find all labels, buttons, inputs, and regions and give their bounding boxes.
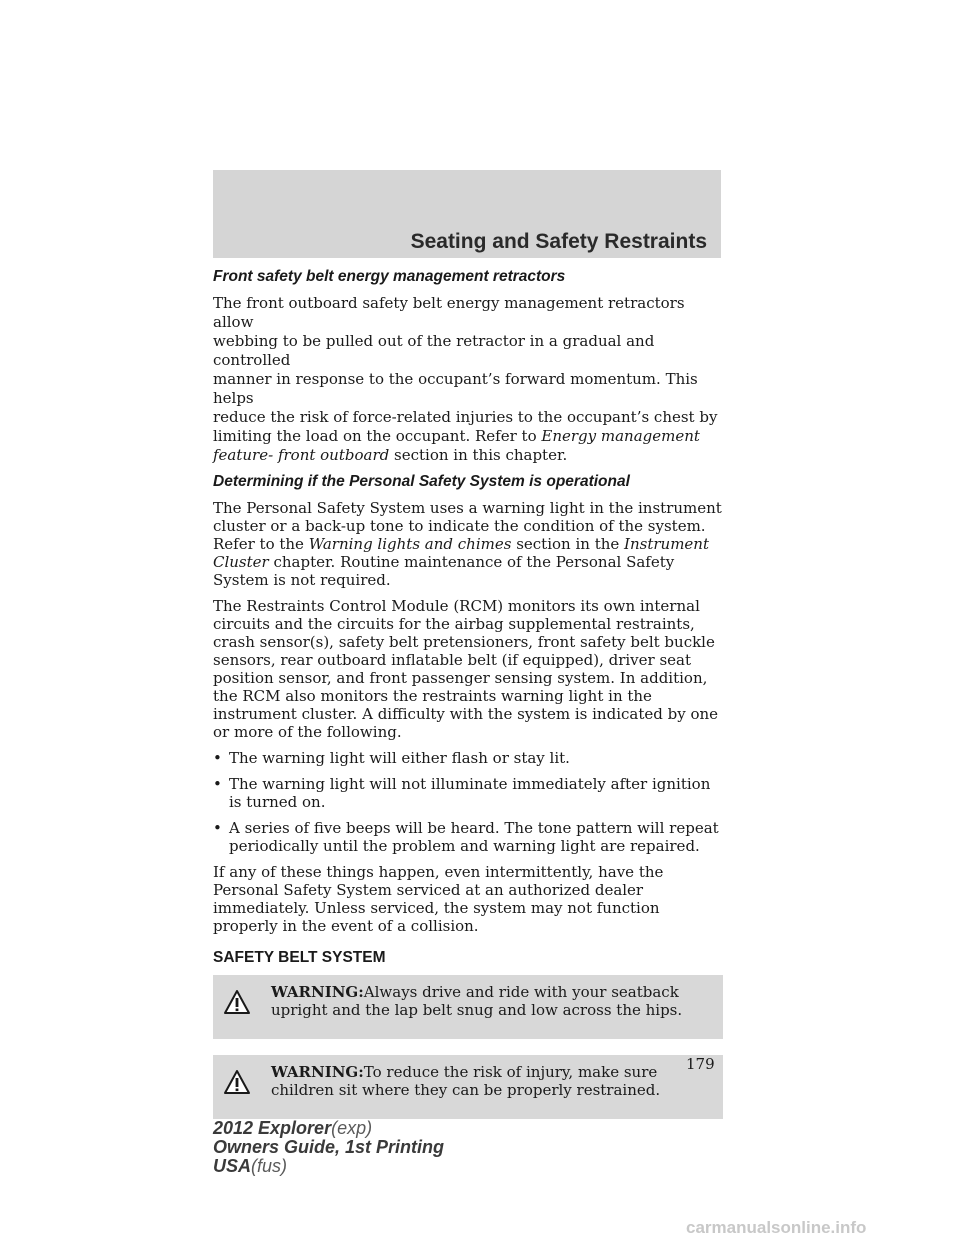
heading-retractors: Front safety belt energy management retractors bbox=[213, 268, 566, 285]
watermark: carmanualsonline.info bbox=[686, 1218, 867, 1237]
chapter-title: Seating and Safety Restraints bbox=[410, 230, 707, 253]
warning-triangle-icon bbox=[223, 1069, 251, 1099]
bullet-dot-icon: • bbox=[213, 775, 222, 793]
page-header bbox=[213, 170, 721, 258]
page-number: 179 bbox=[686, 1055, 715, 1073]
footer-market-code: (fus) bbox=[251, 1156, 288, 1176]
footer bbox=[213, 1119, 444, 1176]
warning-label: WARNING: bbox=[271, 1063, 364, 1081]
retractors-line-2: webbing to be pulled out of the retractor in a gradual and controlled bbox=[213, 332, 655, 369]
retractors-line-4: reduce the risk of force-related injuries to the occupant’s chest by bbox=[213, 408, 718, 426]
bullet-item: • A series of five beeps will be heard. The tone pattern will repeat periodically until the problem and warning light are repaired. bbox=[213, 819, 719, 855]
warning-triangle-icon bbox=[223, 989, 251, 1019]
reference-front-outboard: feature- front outboard bbox=[213, 446, 390, 464]
footer-model-code: (exp) bbox=[331, 1118, 373, 1138]
operational-p1-mid: section in the bbox=[516, 535, 620, 553]
warning-body: Always drive and ride with your seatback upright and the lap belt snug and low across the hips. bbox=[271, 983, 683, 1019]
operational-p1-a: The Personal Safety System uses a warning light in the instrument cluster or a back-up tone to indicate the condition of the system. Refer to the bbox=[213, 499, 722, 553]
bullet-item: • The warning light will not illuminate immediately after ignition is turned on. bbox=[213, 775, 711, 811]
warning-text bbox=[263, 983, 709, 1019]
bullet-dot-icon: • bbox=[213, 749, 222, 767]
warning-label: WARNING: bbox=[271, 983, 364, 1001]
reference-energy-management: Energy management bbox=[541, 427, 700, 445]
reference-warning-lights: Warning lights and chimes bbox=[308, 535, 512, 553]
paragraph-operational-2: The Restraints Control Module (RCM) monitors its own internal circuits and the circuits for the airbag supplemental restraints, crash sensor(s), safety belt pretensioners, front safety belt buckle sensors, rear outboard inflatable belt (if equipped), driver seat position sensor, and front passenger sensing system. In addition, the RCM also monitors the restraints warning light in the instrument cluster. A difficulty with the system is indicated by one or more of the following. bbox=[213, 597, 719, 741]
bullet-item: • The warning light will either flash or stay lit. bbox=[213, 749, 570, 767]
reference-instrument-cluster: Instrument Cluster bbox=[213, 535, 709, 571]
paragraph-operational-3: If any of these things happen, even intermittently, have the Personal Safety System serviced at an authorized dealer immediately. Unless serviced, the system may not function properly in the event of a collision. bbox=[213, 863, 664, 935]
warning-box bbox=[213, 975, 723, 1039]
retractors-line-3: manner in response to the occupant’s forward momentum. This helps bbox=[213, 370, 698, 407]
heading-safety-belt-system: SAFETY BELT SYSTEM bbox=[213, 949, 386, 966]
warning-body: To reduce the risk of injury, make sure children sit where they can be properly restrained. bbox=[271, 1063, 661, 1099]
retractors-ref-post: section in this chapter. bbox=[394, 446, 568, 464]
bullet-dot-icon: • bbox=[213, 819, 222, 837]
operational-p1-end: chapter. Routine maintenance of the Personal Safety System is not required. bbox=[213, 553, 675, 589]
warning-text bbox=[263, 1063, 709, 1099]
retractors-line-5: limiting the load on the occupant. Refer to bbox=[213, 427, 537, 445]
retractors-line-1: The front outboard safety belt energy management retractors allow bbox=[213, 294, 685, 331]
footer-guide: Owners Guide, 1st Printing bbox=[213, 1137, 445, 1157]
paragraph-retractors bbox=[213, 294, 723, 465]
paragraph-operational-1 bbox=[213, 499, 723, 589]
warning-box bbox=[213, 1055, 723, 1119]
footer-market: USA bbox=[213, 1156, 252, 1176]
page-content bbox=[213, 266, 723, 1135]
heading-operational: Determining if the Personal Safety System is operational bbox=[213, 473, 630, 490]
footer-model: 2012 Explorer bbox=[213, 1118, 332, 1138]
